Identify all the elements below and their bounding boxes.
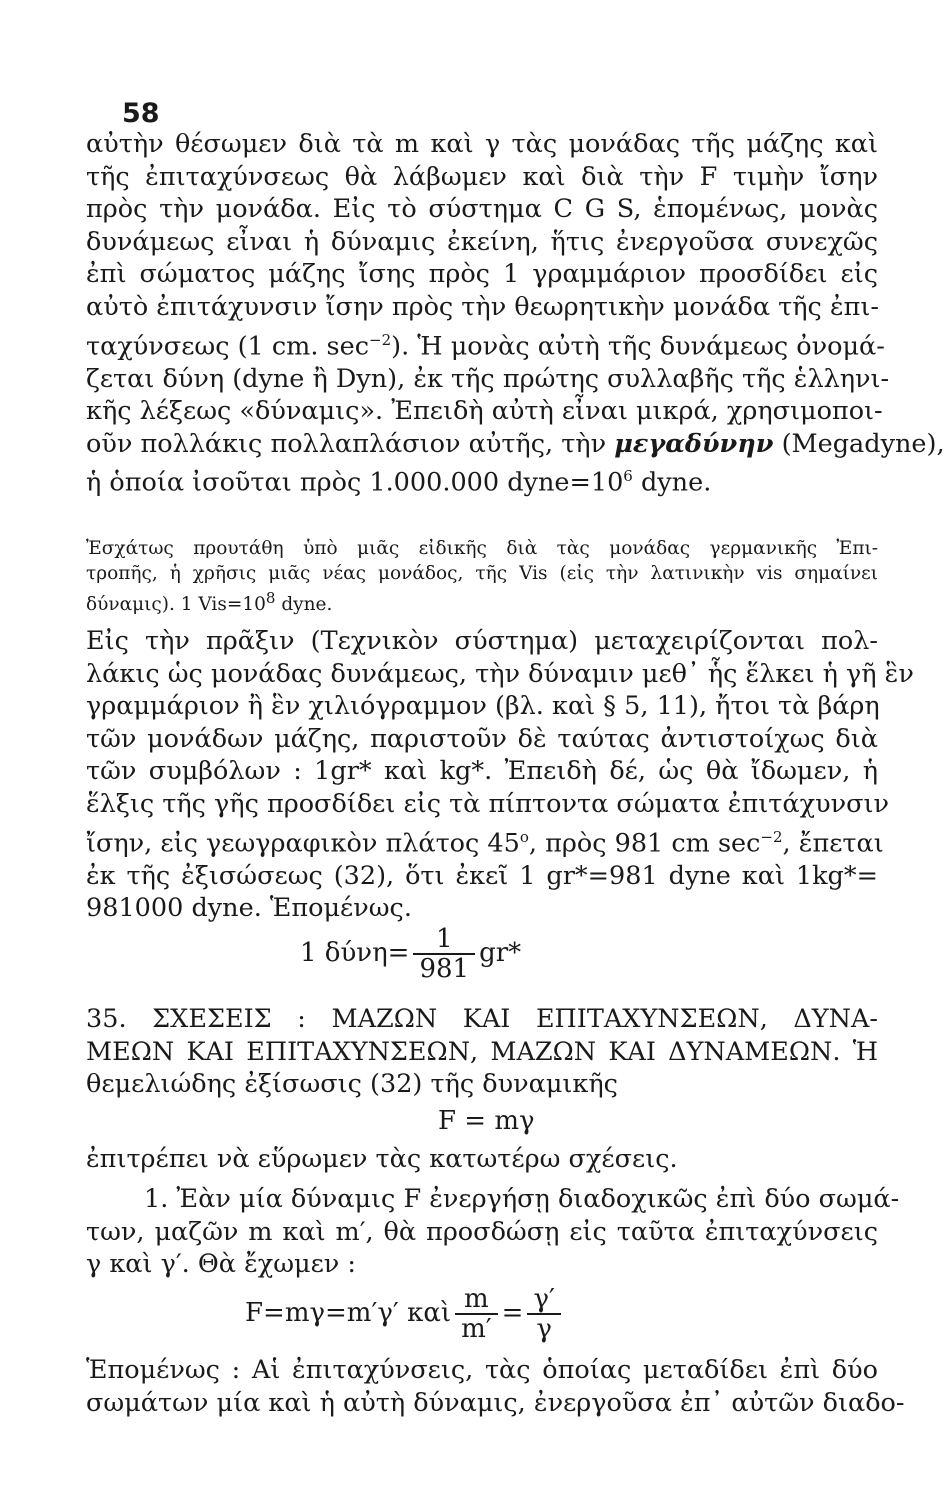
footnote-line: Ἐσχάτως προυτάθη ὑπὸ μιᾶς εἰδικῆς διὰ τὰς μονάδας γερμανικῆς Ἐπι- [86, 538, 878, 559]
text-line: αὐτὸ ἐπιτάχυνσιν ἴσην πρὸς τὴν θεωρητικὴν μονάδα τῆς ἐπι- [86, 291, 880, 322]
text-line: οῦν πολλάκις πολλαπλάσιον αὐτῆς, τὴν μεγαδύνην (Megadyne), [86, 428, 945, 459]
text-line: θεμελιώδης ἐξίσωσις (32) τῆς δυναμικῆς [86, 1069, 618, 1100]
text-line: τῶν μονάδων μάζης, παριστοῦν δὲ ταύτας ἀντιστοίχως διὰ [86, 723, 878, 754]
fraction: $\frac{1}{981}$ [413, 925, 475, 983]
paragraph-1 [86, 128, 945, 500]
text-line: πρὸς τὴν μονάδα. Εἰς τὸ σύστημα C G S, ἑπομένως, μονὰς [86, 194, 878, 225]
text-line: 981000 dyne. Ἑπομένως. [86, 893, 412, 924]
text-line: Ἑπομένως : Αἱ ἐπιταχύνσεις, τὰς ὁποίας μεταδίδει ἐπὶ δύο [86, 1355, 878, 1385]
text-line: ταχύνσεως (1 cm. $\sec^{-2}$). Ἡ μονὰς αὐτὴ τῆς δυνάμεως ὀνομά- [86, 330, 885, 362]
text-line: κῆς λέξεως «δύναμις». Ἐπειδὴ αὐτὴ εἶναι μικρά, χρησιμοποι- [86, 396, 883, 427]
fraction: $\frac{m}{m'}$ [455, 1285, 498, 1343]
paragraph-4 [86, 1354, 905, 1419]
text-line: ἡ ὁποία ἰσοῦται πρὸς 1.000.000 $dyne=10^6$ dyne. [86, 467, 712, 498]
text-line: 1. Ἐὰν μία δύναμις F ἐνεργήσῃ διαδοχικῶς ἐπὶ δύο σωμά- [144, 1184, 900, 1214]
text-line: γραμμάριον ἢ ἓν χιλιόγραμμον (βλ. καὶ § 5, 11), ἤτοι τὰ βάρη [86, 691, 880, 722]
section-heading-line: 35. ΣΧΕΣΕΙΣ : ΜΑΖΩΝ ΚΑΙ ΕΠΙΤΑΧΥΝΣΕΩΝ, ΔΥΝΑ- [86, 1004, 878, 1034]
megadyne-term: μεγαδύνην [614, 428, 774, 459]
equation-mass-acceleration: F=mγ=m′γ′ καὶ $\frac{m}{m'}$ = $\frac{\gamma'}{\gamma}$ [245, 1285, 565, 1343]
text-line: ἐκ τῆς ἐξισώσεως (32), ὅτι ἐκεῖ 1 gr*=981 dyne καὶ 1kg*= [86, 860, 878, 891]
text-line: σωμάτων μία καὶ ἡ αὐτὴ δύναμις, ἐνεργοῦσα ἐπ᾽ αὐτῶν διαδο- [86, 1387, 905, 1418]
equation-f-mg: F = mγ [438, 1106, 535, 1136]
paragraph-2 [86, 625, 914, 925]
footnote-line: τροπῆς, ἡ χρῆσις μιᾶς νέας μονάδος, τῆς Vis (εἰς τὴν λατινικὴν vis σημαίνει [86, 562, 878, 584]
text-line: των, μαζῶν m καὶ m′, θὰ προσδώσῃ εἰς ταῦτα ἐπιταχύνσεις [86, 1216, 878, 1247]
text-line: ζεται δύνη (dyne ἢ Dyn), ἐκ τῆς πρώτης συλλαβῆς τῆς ἑλληνι- [86, 363, 890, 394]
footnote [86, 537, 878, 618]
text-line: Εἰς τὴν πρᾶξιν (Τεχνικὸν σύστημα) μεταχειρίζονται πολ- [86, 626, 878, 656]
section-35 [86, 1003, 878, 1101]
text-line: τῶν συμβόλων : 1gr* καὶ kg*. Ἐπειδὴ δέ, ὡς θὰ ἴδωμεν, ἡ [86, 756, 878, 787]
text-line: ἴσην, εἰς γεωγραφικὸν πλάτος 45$^o$, πρὸς 981 cm $\sec^{-2}$, ἔπεται [86, 827, 884, 859]
text-line: γ καὶ γ′. Θὰ ἔχωμεν : [86, 1249, 356, 1280]
text-line: ἕλξις τῆς γῆς προσδίδει εἰς τὰ πίπτοντα σώματα ἐπιτάχυνσιν [86, 788, 889, 819]
text-line: αὐτὴν θέσωμεν διὰ τὰ m καὶ γ τὰς μονάδας τῆς μάζης καὶ [86, 129, 878, 159]
item-1 [86, 1183, 900, 1281]
text-line: ἐπιτρέπει νὰ εὕρωμεν τὰς κατωτέρω σχέσεις. [86, 1144, 678, 1174]
text-line: λάκις ὡς μονάδας δυνάμεως, τὴν δύναμιν μεθ᾽ ἧς ἕλκει ἡ γῆ ἓν [86, 658, 914, 689]
paragraph-3 [86, 1143, 878, 1176]
text-line: ἐπὶ σώματος μάζης ἴσης πρὸς 1 γραμμάριον προσδίδει εἰς [86, 259, 878, 290]
equation-dyne-gr: 1 δύνη= $\frac{1}{981}$ gr* [300, 924, 522, 984]
footnote-line: δύναμις). 1 $Vis=10^8$ dyne. [86, 589, 333, 616]
text-line: δυνάμεως εἶναι ἡ δύναμις ἐκείνη, ἥτις ἐνεργοῦσα συνεχῶς [86, 226, 878, 257]
section-heading-line: ΜΕΩΝ ΚΑΙ ΕΠΙΤΑΧΥΝΣΕΩΝ, ΜΑΖΩΝ ΚΑΙ ΔΥΝΑΜΕΩΝ. Ἡ [86, 1036, 878, 1067]
fraction: $\frac{\gamma'}{\gamma}$ [527, 1285, 560, 1343]
page-number: 58 [122, 98, 160, 129]
text-line: τῆς ἐπιταχύνσεως θὰ λάβωμεν καὶ διὰ τὴν F τιμὴν ἴσην [86, 161, 878, 192]
